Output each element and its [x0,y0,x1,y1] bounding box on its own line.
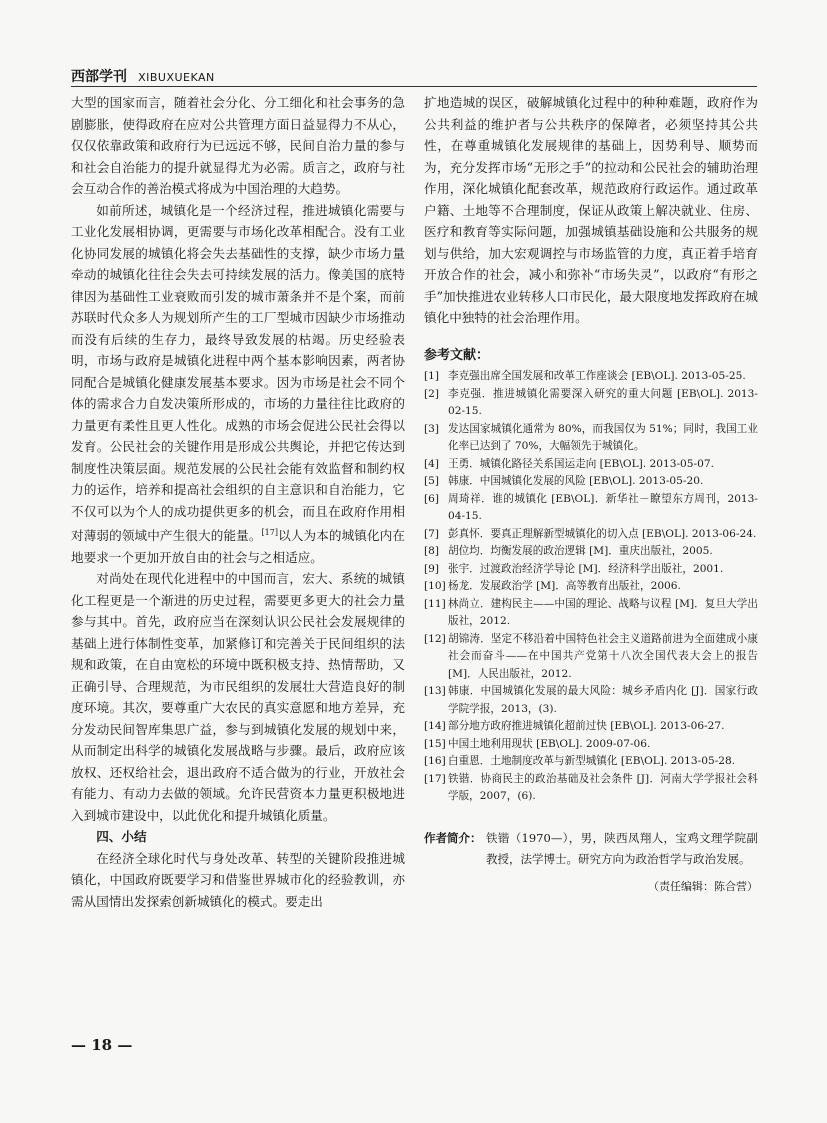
reference-text: 白重恩．土地制度改革与新型城镇化 [EB\OL]. 2013-05-28. [448,755,736,767]
reference-number: [3] [424,422,440,435]
paragraph-text: 如前所述，城镇化是一个经济过程，推进城镇化需要与工业化发展相协调，更需要与市场化改革相配合。没有工业化协同发展的城镇化将会失去基础性的支撑，缺少市场力量牵动的城镇化往往会失去可持续发展的活力。像美国的底特律因为基础性工业衰败而引发的城市萧条并不是个案，而前苏联时代众多人为规划所产生的工厂型城市因缺少市场推动而没有后续的生存力，最终导致发展的枯竭。历史经验表明，市场与政府是城镇化进程中两个基本影响因素，两者协同配合是城镇化健康发展基本要求。因为市场是社会不同个体的需求合力自发决策所形成的，市场的力量往往比政府的力量更有柔性且更人性化。成熟的市场会促进公民社会得以发育。公民社会的关键作用是形成公共舆论，并把它传达到制度性决策层面。规范发展的公民社会能有效监督和制约权力的运作，培养和提高社会组织的自主意识和自治能力，它不仅可以为个人的成功提供更多的机会，而且在政府作用相对薄弱的领域中产生很大的能量。 [71,202,405,544]
reference-text: 周琦祥．谁的城镇化 [EB\OL]．新华社－瞭望东方周刊，2013-04-15. [448,492,758,522]
reference-item [424,473,758,491]
right-column [424,92,758,897]
reference-text: 中国土地利用现状 [EB\OL]. 2009-07-06. [448,737,651,750]
reference-text: 杨龙．发展政治学 [M]．高等教育出版社，2006. [448,580,681,592]
reference-list [424,368,758,806]
reference-number: [11] [424,597,446,610]
paragraph [71,200,405,569]
reference-text: 王勇．城镇化路径关系国运走向 [EB\OL]. 2013-05-07. [448,457,714,470]
reference-text: 李克强出席全国发展和改革工作座谈会 [EB\OL]. 2013-05-25. [448,370,746,382]
reference-text: 林尚立．建构民主——中国的理论、战略与议程 [M]．复旦大学出版社，2012. [448,597,758,627]
paragraph: 扩地造城的误区，破解城镇化过程中的种种难题，政府作为公共利益的维护者与公共秩序的保障者，必须坚持其公共性，在尊重城镇化发展规律的基础上，因势利导、顺势而为，充分发挥市场“无形之手”的拉动和公民社会的辅助治理作用，深化城镇化配套改革，规范政府行政运作。通过政革户籍、土地等不合理制度，保证从政策上解决就业、住房、医疗和教育等实际问题，加强城镇基础设施和公共服务的规划与供给，加大宏观调控与市场监管的力度，真正着手培育开放合作的社会，减小和弥补“市场失灵”，以政府“有形之手”加快推进农业转移人口市民化，最大限度地发挥政府在城镇化中独特的社会治理作用。 [424,95,758,325]
responsible-editor: （责任编辑：陈合营） [648,879,758,893]
reference-number: [4] [424,457,440,470]
references-title: 参考文献： [424,347,490,363]
reference-text: 韩康．中国城镇化发展的最大风险：城乡矛盾内化 [J]．国家行政学院学报，2013，(3). [448,685,758,715]
reference-text: 部分地方政府推进城镇化超前过快 [EB\OL]. 2013-06-27. [448,720,725,732]
reference-number: [9] [424,562,440,575]
reference-number: [13] [424,685,446,697]
reference-item [424,718,758,736]
reference-number: [1] [424,370,440,382]
reference-number: [5] [424,475,440,487]
citation-mark: [17] [261,528,278,537]
reference-text: 发达国家城镇化通常为 80%，而我国仅为 51%；同时，我国工业化率已达到了 70%，大幅领先于城镇化。 [448,422,758,452]
running-header [71,66,757,87]
reference-item [424,561,758,579]
reference-number: [12] [424,632,446,645]
reference-item [424,421,758,456]
reference-item [424,543,758,561]
section-heading: 四、小结 [96,829,147,845]
author-bio-text: 铁锴（1970—），男，陕西凤翔人，宝鸡文理学院副教授，法学博士。研究方向为政治哲学与政治发展。 [486,830,758,866]
reference-text: 李克强．推进城镇化需要深入研究的重大问题 [EB\OL]. 2013-02-15. [448,387,758,417]
author-bio-label: 作者简介： [424,830,482,845]
reference-item [424,736,758,754]
reference-number: [17] [424,772,446,785]
reference-item [424,753,758,771]
paragraph: 大型的国家而言，随着社会分化、分工细化和社会事务的急剧膨胀，使得政府在应对公共管理方面日益显得力不从心，仅仅依靠政策和政府行为已远远不够，民间自治力量的参与和社会自治能力的提升就显得尤为必需。质言之，政府与社会互动合作的善治模式将成为中国治理的大趋势。 [71,95,405,196]
left-column [71,92,405,912]
reference-number: [8] [424,545,440,557]
reference-item [424,386,758,421]
author-bio [424,828,758,870]
reference-number: [6] [424,492,440,505]
reference-text: 韩康．中国城镇化发展的风险 [EB\OL]. 2013-05-20. [448,475,704,487]
reference-text: 胡锦涛．坚定不移沿着中国特色社会主义道路前进为全面建成小康社会而奋斗——在中国共产党第十八次全国代表大会上的报告 [M]．人民出版社，2012. [448,632,758,680]
reference-item [424,491,758,526]
reference-number: [10] [424,580,446,592]
reference-item [424,631,758,684]
reference-item [424,771,758,806]
reference-number: [2] [424,387,440,400]
reference-text: 张宇．过渡政治经济学导论 [M]．经济科学出版社，2001. [448,562,724,575]
paragraph: 对尚处在现代化进程中的中国而言，宏大、系统的城镇化工程更是一个渐进的历史过程，需要更多更大的社会力量参与其中。首先，政府应当在深刻认识公民社会发展规律的基础上进行体制性变革，加紧修订和完善关于民间组织的法规和政策，在自由宽松的环境中既积极支持、热情帮助，又正确引导、合理规范，为市民组织的发展壮大营造良好的制度环境。其次，要尊重广大农民的真实意愿和地方差异，充分发动民间智库集思广益，参与到城镇化发展的规划中来，从而制定出科学的城镇化发展战略与步骤。最后，政府应该放权、还权给社会，退出政府不适合做为的行业，开放社会有能力、有动力去做的领域。允许民营资本力量更积极地进入到城市建设中，以此优化和提升城镇化质量。 [71,571,405,823]
journal-name-cn: 西部学刊 [71,69,127,85]
reference-number: [7] [424,527,440,540]
reference-item [424,526,758,544]
reference-item [424,368,758,386]
reference-item [424,578,758,596]
reference-item [424,456,758,474]
reference-text: 铁锴．协商民主的政治基础及社会条件 [J]．河南大学学报社会科学版，2007，(6). [448,772,758,802]
reference-number: [15] [424,737,446,750]
reference-item [424,683,758,718]
journal-name-en: XIBUXUEKAN [138,71,215,84]
reference-item [424,596,758,631]
paragraph: 在经济全球化时代与身处改革、转型的关键阶段推进城镇化，中国政府既要学习和借鉴世界城市化的经验教训，亦需从国情出发探索创新城镇化的模式。要走出 [71,850,405,909]
reference-number: [16] [424,755,446,767]
page-number: — 18 — [71,1036,133,1054]
reference-number: [14] [424,720,446,732]
reference-text: 彭真怀．要真正理解新型城镇化的切入点 [EB\OL]. 2013-06-24. [448,527,757,540]
paragraph-text: 以人为本的城镇化内在地要求一个更加开放自由的社会与之相适应。 [71,528,405,565]
reference-text: 胡位均．均衡发展的政治逻辑 [M]．重庆出版社，2005. [448,545,713,557]
